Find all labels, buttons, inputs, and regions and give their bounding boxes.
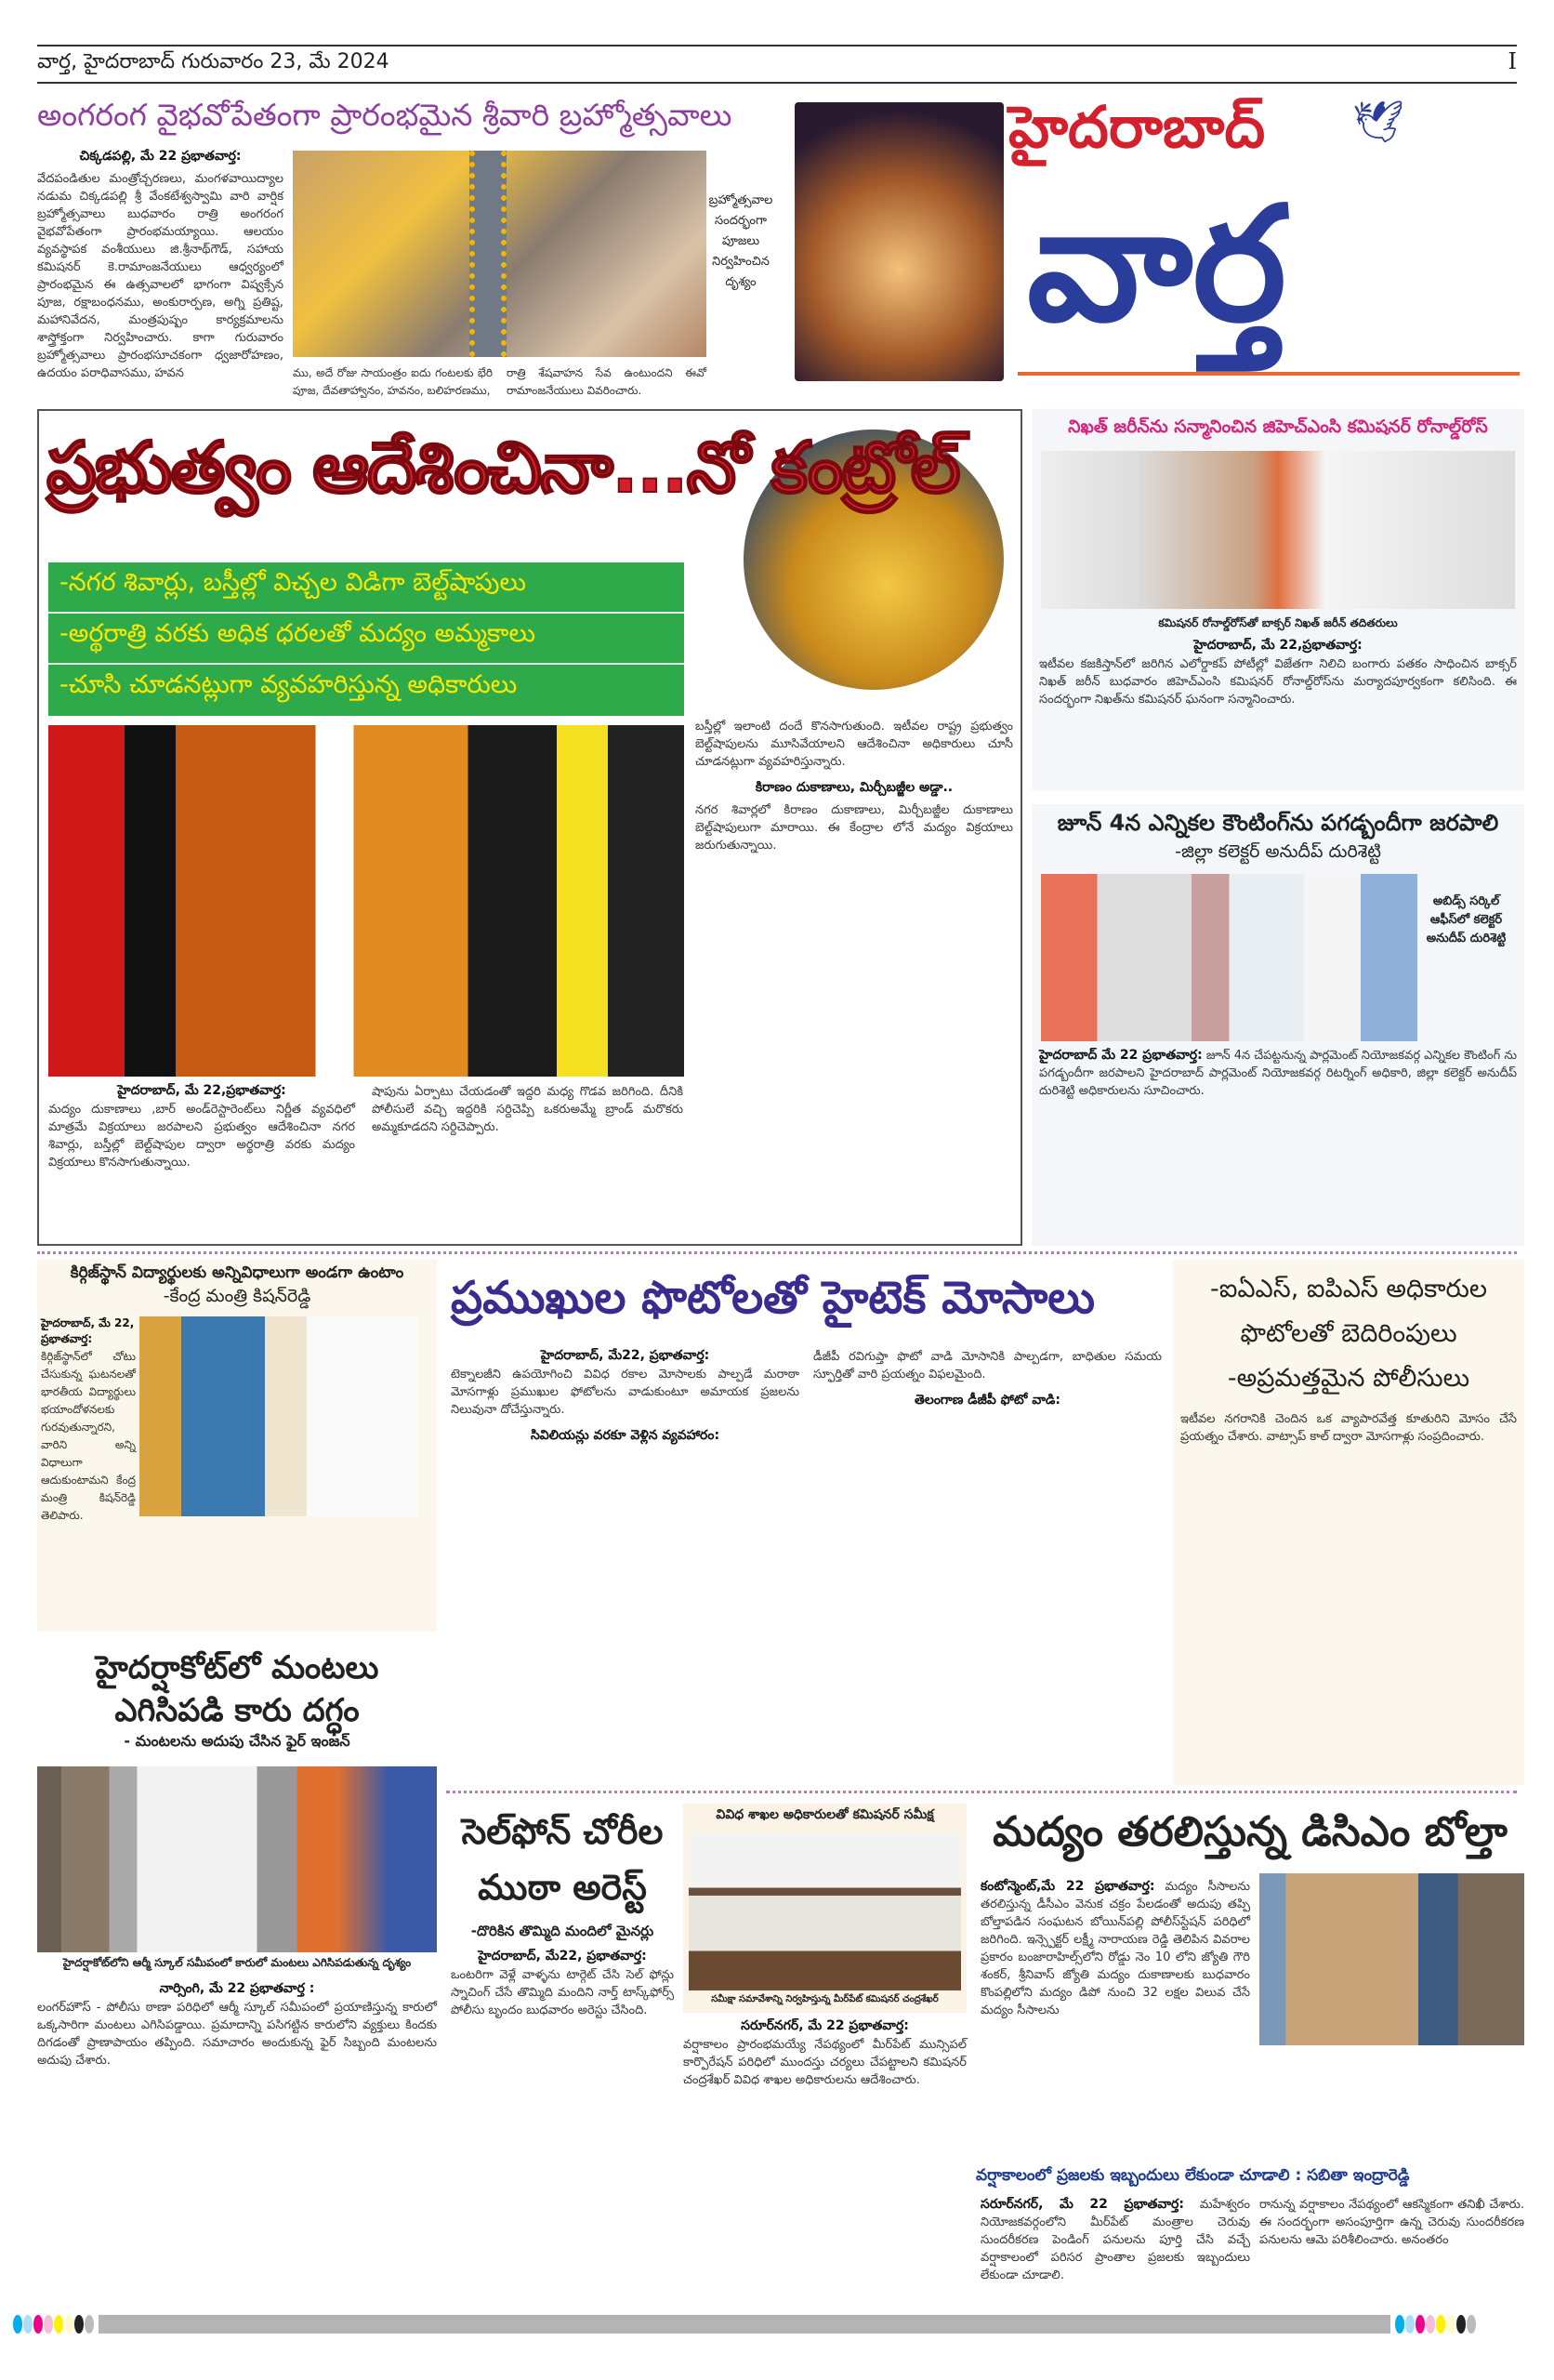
article-subhead: - మంటలను అదుపు చేసిన ఫైర్ ఇంజన్ xyxy=(124,1732,350,1750)
article-body: జూన్ 4న చేపట్టనున్న పార్లమెంట్ నియోజకవర్గ ఎన్నికల కౌంటింగ్ ను పగడ్బందీగా జరపాలని హైదరాబాద్ పార్లమెంట్ నియోజకవర్గ రిటర్నింగ్ అధికారి, జిల్లా కలెక్టర్ అనుదీప్ దురిశెట్టి అధికారులను సూచించారు. xyxy=(1039,1049,1517,1098)
lead-headline: ప్రభుత్వం ఆదేశించినా...నో కంట్రోల్ xyxy=(46,426,959,509)
logo-city: హైదరాబాద్ xyxy=(1008,93,1266,161)
article-body: కిర్గిజ్‌స్థాన్‌లో చోటు చేసుకున్న ఘటనలతో భారతీయ విద్యార్థులు భయాందోళనలకు గురవుతున్నారని, వారిని అన్ని విధాలుగా ఆదుకుంటామని కేంద్ర మంత్రి కిషన్‌రెడ్డి తెలిపారు. xyxy=(41,1350,136,1522)
article-body: టెక్నాలజీని ఉపయోగించి వివిధ రకాల మోసాలకు పాల్పడే మరాఠా మోసగాళ్లు ప్రముఖుల ఫోటోలను వాడుకుంటూ అమాయక ప్రజలను నిలువునా దోచేస్తున్నారు. xyxy=(451,1368,799,1417)
article-body: ఇటీవల నగరానికి చెందిన ఒక వ్యాపారవేత్త కూతురిని మోసం చేసే ప్రయత్నం చేశారు. వాట్సాప్ కాల్ ద్వారా మోసగాళ్లు సంప్రదించారు. xyxy=(1180,1412,1517,1444)
article-brahmotsavalu xyxy=(37,149,283,382)
dcm-liquor-boxes-photo xyxy=(1259,1873,1524,2045)
article-body: వేదపండితుల మంత్రోచ్చరణలు, మంగళవాయిద్యాల నడుమ చిక్కడపల్లి శ్రీ వేంకటేశ్వస్వామి వారి వార్షిక బ్రహ్మోత్సవాలు బుధవారం రాత్రి అంగరంగ వైభవోపేతంగా ప్రారంభమయ్యాయి. ఆలయం వ్యవస్థాపక వంశీయులు జి.శ్రీనాథ్‌గౌడ్, సహాయ కమిషనర్ కె.రామాంజనేయులు ఆధ్వర్యంలో ప్రారంభమైన ఈ ఉత్సవాలలో భాగంగా విష్వక్సేన పూజ, రక్షాబంధనము, అంకురార్పణ, అగ్ని ప్రతిష్ట, మహానివేదన, మంత్రపుష్పం కార్యక్రమాలను శాస్త్రోక్తంగా నిర్వహించారు. కాగా గురువారం బ్రహ్మోత్సవాలు ప్రారంభసూచకంగా ధ్వజారోహణం, ఉదయం పరాధివాసము, హవన xyxy=(37,172,283,380)
article-body: మద్యం దుకాణాలు ,బార్ అండ్‌రెస్టారెంట్‌లు నిర్ణీత వ్యవధిలో మాత్రమే విక్రయాలు జరపాలని ప్రభుత్వం ఆదేశించినా నగర శివార్లు, బస్తీల్లో బెల్ట్‌షాపుల ద్వారా అర్థరాత్రి వరకు మద్యం విక్రయాలు కొనసాగుతున్నాయి. xyxy=(48,1103,355,1170)
article-hitech-col1 xyxy=(451,1348,799,1446)
liquor-bottles-photo xyxy=(48,725,684,1077)
article-body: వర్షాకాలం ప్రారంభమయ్యే నేపథ్యంలో మీర్‌పేట్ మున్సిపల్ కార్పొరేషన్ పరిధిలో ముందస్తు చర్యలు చేపట్టాలని కమిషనర్ చంద్రశేఖర్ వివిధ శాఖల అధికారులను ఆదేశించారు. xyxy=(683,2038,967,2087)
hitech-sidebar xyxy=(1173,1260,1524,1785)
article-sabitha-col2: రానున్న వర్షాకాలం నేపథ్యంలో ఆకస్మికంగా తనిఖీ చేశారు. ఈ సందర్భంగా అసంపూర్తిగా ఉన్న చెరువు సుందరీకరణ పనులను ఆమె పరిశీలించారు. అనంతరం xyxy=(1259,2198,1524,2247)
article-body: షాపును ఏర్పాటు చేయడంతో ఇద్దరి మధ్య గొడవ జరిగింది. దీనికి పోలీసులే వచ్చి ఇద్దరికి సర్దిచెప్పి ఒకరుఅమ్మే బ్రాండ్ మరొకరు అమ్మకూడదని సర్దిచెప్పారు. xyxy=(372,1085,683,1134)
article-headline: కిర్గిజ్‌స్థాన్ విద్యార్థులకు అన్నివిధాలుగా అండగా ఉంటాం xyxy=(70,1263,404,1282)
collector-photo xyxy=(1041,874,1417,1041)
sidebar-line: ఫొటోలతో బెదిరింపులు xyxy=(1240,1319,1457,1348)
highlight-item: -నగర శివార్లు, బస్తీల్లో విచ్చల విడిగా బెల్ట్‌షాపులు xyxy=(48,562,684,614)
newspaper-logo xyxy=(795,93,1524,400)
article-dateline: హైదరాబాద్, మే 22, ప్రభాతవార్త: xyxy=(41,1316,135,1345)
charminar-photo xyxy=(795,102,1004,381)
temple-photo xyxy=(293,151,706,357)
section-divider xyxy=(446,1791,1517,1793)
article-dateline: హైదరాబాద్, మే 22,ప్రభాతవార్త: xyxy=(1193,638,1363,653)
article-dateline: సరూర్‌నగర్, మే 22 ప్రభాతవార్త: xyxy=(981,2197,1184,2212)
sidebar-line: -అప్రమత్తమైన పోలీసులు xyxy=(1227,1364,1470,1393)
article-body: మద్యం సీసాలను తరలిస్తున్న డీసీఎం వెనుక చక్రం పేలడంతో అదుపు తప్పి బోల్తాపడిన సంఘటన బోయిన్‌పల్లి పోలీస్‌స్టేషన్ పరిధిలో జరిగింది. ఇన్స్పెక్టర్ లక్ష్మీ నారాయణ రెడ్డి తెలిపిన వివరాల ప్రకారం బంజారాహిల్స్‌లోని రోడ్డు నెం 10 లోని జ్యోతి గౌరి శంకర్, శ్రీనివాస్ జ్యోతి మద్యం దుకాణాలకు బుధవారం కొంపల్లిలోని మద్యం డిపో నుంచి 32 లక్షల విలువ చేసే మద్యం సీసాలను xyxy=(981,1880,1250,2017)
article-subhead: -కేంద్ర మంత్రి కిషన్‌రెడ్డి xyxy=(163,1286,311,1306)
photo-caption: సమీక్షా సమావేశాన్ని నిర్వహిస్తున్న మీర్‌పేట్ కమిషనర్ చంద్రశేఖర్ xyxy=(711,1994,939,2004)
article-body: ఒంటరిగా వెళ్లే వాళ్ళను టార్గెట్ చేసి సెల్ ఫోన్లు స్నాచింగ్ చేసే తొమ్మిది మందిని నార్త్ టాస్క్‌ఫోర్స్ పోలీసు బృందం బుధవారం అరెస్టు చేసింది. xyxy=(451,1968,674,2017)
article-dateline: చిక్కడపల్లి, మే 22 ప్రభాతవార్త: xyxy=(79,149,242,164)
logo-name: వార్త xyxy=(1027,173,1286,357)
article-cellphone-theft xyxy=(451,1804,674,2019)
review-meeting-photo xyxy=(689,1832,961,1990)
article-nikhat xyxy=(1032,409,1524,790)
print-color-bar xyxy=(13,2315,1500,2334)
lead-highlights xyxy=(48,562,684,716)
dateline-header: వార్త, హైదరాబాద్ గురువారం 23, మే 2024 xyxy=(37,50,389,73)
article-dateline: హైదరాబాద్ మే 22 ప్రభాతవార్త: xyxy=(1039,1048,1203,1063)
article-subhead: -దొరికిన తొమ్మిది మందిలో మైనర్లు xyxy=(470,1923,654,1939)
article-subhead: కిరాణం దుకాణాలు, మిర్చీబజ్జీల అడ్డా.. xyxy=(755,780,954,795)
header-rule xyxy=(37,82,1517,84)
article-body: ఇటీవల కజకిస్తాన్‌లో జరిగిన ఎలోర్డాకప్ పోటీల్లో విజేతగా నిలిచి బంగారు పతకం సాధించిన బాక్సర్ నిఖత్ జరీన్ బుధవారం జిహెచ్ఎంసి కమిషనర్ రోనాల్డ్‌రోస్‌ను మర్యాదపూర్వకంగా కలిసింది. ఈ సందర్భంగా నిఖత్‌ను కమిషనర్ ఘనంగా సన్మానించారు. xyxy=(1039,657,1517,707)
article-headline: వివిధ శాఖల అధికారులతో కమిషనర్ సమీక్ష xyxy=(716,1807,934,1822)
car-fire-photo xyxy=(37,1766,437,1952)
photo-caption: అబిడ్స్ సర్కిల్ ఆఫీస్‌లో కలెక్టర్ అనుదీప్ దురిశెట్టి xyxy=(1426,894,1507,945)
article-headline: హైదర్షాకోట్‌లో మంటలు ఎగిసిపడి కారు దగ్ధం xyxy=(95,1649,379,1729)
article-body-cont: రాత్రి శేషవాహన సేవ ఉంటుందని ఈవో రామాంజనేయులు వివరించారు. xyxy=(507,366,706,397)
article-subhead: -జిల్లా కలెక్టర్ అనుదీప్ దురిశెట్టి xyxy=(1175,841,1381,862)
article-body: మహేశ్వరం నియోజకవర్గంలోని మీర్‌పేట్ మంత్రాల చెరువు సుందరీకరణ పెండింగ్ పనులను పూర్తి చేసి వచ్చే వర్షాకాలంలో పరిసర ప్రాంతాల ప్రజలకు ఇబ్బందులు లేకుండా చూడాలి. xyxy=(981,2198,1250,2282)
top-rule xyxy=(37,45,1517,46)
article-headline: సెల్‌ఫోన్ చోరీల xyxy=(461,1811,664,1852)
article-subhead: తెలంగాణ డీజీపీ ఫోటో వాడి: xyxy=(915,1393,1060,1408)
lead-col-1 xyxy=(48,1083,355,1171)
lead-col-3 xyxy=(695,718,1013,854)
article-headline: ముఠా అరెస్ట్ xyxy=(478,1867,647,1908)
article-kishan-reddy xyxy=(37,1260,437,1632)
article-counting xyxy=(1032,804,1524,1246)
photo-caption: హైదర్షాకోట్‌లోని ఆర్మీ స్కూల్ సమీపంలో కారులో మంటలు ఎగిసిపడుతున్న దృశ్యం xyxy=(62,1956,412,1969)
logo-underline xyxy=(1018,372,1520,376)
article-hitech-col2 xyxy=(813,1348,1162,1410)
article-sabitha-col1 xyxy=(981,2196,1250,2284)
article-body-cont: ము, అదే రోజు సాయంత్రం ఐదు గంటలకు భేరి పూజ, దేవతాహ్వానం, హవనం, బలిహరణము, xyxy=(293,366,493,397)
article-dateline: హైదరాబాద్, మే22, ప్రభాతవార్త: xyxy=(540,1348,710,1363)
article-car-fire xyxy=(37,1641,437,2324)
article-body: డీజీపీ రవిగుప్తా ఫొటో వాడి మోసానికి పాల్పడగా, బాధితుల సమయ స్ఫూర్తితో వారి ప్రయత్నం విఫలమైంది. xyxy=(813,1350,1162,1382)
article-dateline: సరూర్‌నగర్, మే 22 ప్రభాతవార్త: xyxy=(741,2018,909,2033)
article-body: బస్తీల్లో ఇలాంటి దందే కొనసాగుతుంది. ఇటీవల రాష్ట్ర ప్రభుత్వం బెల్ట్‌షాపులను మూసివేయాలని ఆదేశించినా అధికారులు చూసీ చూడనట్లుగా వ్యవహరిస్తున్నారు. xyxy=(695,720,1013,769)
headline-sabitha: వర్షాకాలంలో ప్రజలకు ఇబ్బందులు లేకుండా చూడాలి : సబితా ఇంద్రారెడ్డి xyxy=(976,2166,1410,2185)
page-number: I xyxy=(1508,48,1517,74)
article-dateline: కంటోన్మెంట్,మే 22 ప్రభాతవార్త: xyxy=(981,1879,1155,1894)
dove-icon: 🕊 xyxy=(1352,99,1404,146)
nikhat-photo xyxy=(1041,451,1515,609)
article-headline: నిఖత్ జరీన్‌ను సన్మానించిన జిహెచ్ఎంసి కమిషనర్ రోనాల్డ్‌రోస్ xyxy=(1068,416,1488,437)
article-dcm-body xyxy=(981,1878,1250,2019)
headline-dcm-overturn: మద్యం తరలిస్తున్న డిసిఎం బోల్తా xyxy=(993,1808,1508,1856)
kishan-reddy-photo xyxy=(139,1316,418,1516)
headline-hitech-frauds: ప్రముఖుల ఫొటోలతో హైటెక్ మోసాలు xyxy=(451,1272,1095,1324)
sidebar-line: -ఐఏఎస్, ఐపిఎస్ అధికారుల xyxy=(1209,1275,1487,1303)
article-headline: జూన్ 4న ఎన్నికల కౌంటింగ్‌ను పగడ్బందీగా జరపాలి xyxy=(1057,810,1499,836)
article-subhead: సివిలియన్లు వరకూ వెళ్లిన వ్యవహారం: xyxy=(530,1428,720,1443)
headline-brahmotsavalu: అంగరంగ వైభవోపేతంగా ప్రారంభమైన శ్రీవారి బ్రహ్మోత్సవాలు xyxy=(37,97,732,133)
temple-photo-caption: బ్రహ్మోత్సవాల సందర్భంగా పూజలు నిర్వహించిన దృశ్యం xyxy=(708,193,773,289)
article-dateline: హైదరాబాద్, మే22, ప్రభాతవార్త: xyxy=(478,1949,647,1964)
article-commissioner-review xyxy=(683,1804,967,2089)
article-body: నగర శివార్లలో కిరాణం దుకాణాలు, మిర్చీబజ్జీల దుకాణాలు బెల్ట్‌షాపులుగా మారాయి. ఈ కేంద్రాల లోనే మద్యం విక్రయాలు జరుగుతున్నాయి. xyxy=(695,803,1013,853)
article-dateline: హైదరాబాద్, మే 22,ప్రభాతవార్త: xyxy=(117,1083,286,1098)
photo-caption: కమిషనర్ రోనాల్డ్‌రోస్‌తో బాక్సర్ నిఖత్ జరీన్ తదితరులు xyxy=(1158,616,1398,629)
article-dateline: నార్సింగి, మే 22 ప్రభాతవార్త : xyxy=(159,1981,315,1996)
section-divider xyxy=(37,1251,1517,1254)
highlight-item: -అర్థరాత్రి వరకు అధిక ధరలతో మద్యం అమ్మకాలు xyxy=(48,614,684,665)
highlight-item: -చూసి చూడనట్లుగా వ్యవహరిస్తున్న అధికారులు xyxy=(59,670,518,699)
article-body: లంగర్‌హౌస్ - పోలీసు ఠాణా పరిధిలో ఆర్మీ స్కూల్ సమీపంలో ప్రయాణిస్తున్న కారులో ఒక్కసారిగా మంటలు ఎగిసిపడ్డాయి. ప్రమాదాన్ని పసిగట్టిన కారులోని వ్యక్తులు కిందకు దిగడంతో ప్రాణాపాయం తప్పింది. సమాచారం అందుకున్న ఫైర్ సిబ్బంది మంటలను అదుపు చేశారు. xyxy=(37,2001,437,2068)
